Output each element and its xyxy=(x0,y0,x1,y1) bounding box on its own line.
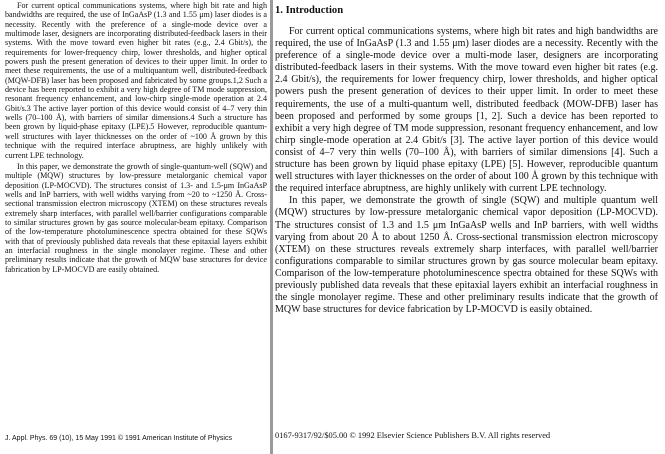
right-paragraph-2: In this paper, we demonstrate the growth of single (SQW) and multiple quantum well (MQW) structures by low-pressure metalorganic chemical vapor deposition (LP-MOCVD). The structures consist of 1.3 and 1.5 μm InGaAsP wells and InP barriers, with well widths varying from about 20 Å to about 1250 Å. Cross-sectional transmission electron microscopy (XTEM) on these structures reveals extremely sharp interfaces, with parallel well/barrier configurations comparable to similar structures grown by gas source molecular beam epitaxy. Comparison of the low-temperature photoluminescence spectra obtained for these SQWs with previously published data reveals that these epitaxial layers exhibit an interfacial roughness in the single monolayer regime. These and other preliminary results indicate that the growth of MQW base structures for device fabrication by LP-MOCVD is easily obtained. xyxy=(275,195,658,316)
right-copyright-footer: 0167-9317/92/$05.00 © 1992 Elsevier Science Publishers B.V. All rights reserved xyxy=(275,431,551,440)
right-page-scan xyxy=(273,0,665,454)
section-heading: 1. Introduction xyxy=(275,5,344,16)
left-journal-footer: J. Appl. Phys. 69 (10), 15 May 1991 © 1991 American Institute of Physics xyxy=(5,435,232,442)
left-text-column xyxy=(5,1,267,442)
right-text-column xyxy=(275,5,658,316)
left-paragraph-2: In this paper, we demonstrate the growth of single-quantum-well (SQW) and multiple (MQW) structures by low-pressure metalorganic chemical vapor deposition (LP-MOCVD). The structures consist of 1.3- and 1.5-μm InGaAsP wells and InP barriers, with well widths varying from ~20 to ~1250 Å. Cross-sectional transmission electron microscopy (XTEM) on these structures reveals extremely sharp interfaces, with parallel well/barrier configurations comparable to similar structures grown by gas source molecular-beam epitaxy. Comparison of the low-temperature photoluminescence spectra obtained for these SQWs with that of previously published data reveals that these epitaxial layers exhibit an interfacial roughness in the single monolayer regime. These and other preliminary results indicate that the growth of MQW base structures for device fabrication by LP-MOCVD are easily obtained. xyxy=(5,161,267,274)
right-paragraph-1: For current optical communications systems, where high bit rates and high bandwidths are required, the use of InGaAsP (1.3 and 1.55 μm) laser diodes are a necessity. Recently with the preference of a single-mode device over a multi-mode laser, designers are incorporating distributed-feedback lasers in their systems. With the move toward even higher bit rates (e.g. 2.4 Gbit/s), the requirements for lower frequency chirp, lower thresholds, and higher optical powers push the present generation of devices to their upper limit. In order to meet these requirements, the use of a multi-quantum well, distributed feedback (MOW-DFB) laser has been proposed and performed by some groups [1, 2]. Such a device has been reported to exhibit a very high degree of TM mode suppression, resonant frequency enhancement, and low chirp single-mode operation at 2.4 Gbit/s [3]. The active layer portion of this device would consist of 4–7 very thin wells (70–100 Å), with barriers of similar dimensions [4]. Such a structure has been grown by liquid phase epitaxy (LPE) [5]. However, reproducible quantum well structures with layer thicknesses on the order of about 100 Å grown by this technique with the required interface abruptness, are highly unlikely with current LPE technology. xyxy=(275,26,658,195)
left-paragraph-1: For current optical communications systems, where high bit rate and high bandwidths are required, the use of InGaAsP (1.3 and 1.55 μm) laser diodes is a necessity. Recently with the preference of a single-mode device over a multimode laser, designers are incorporating distributed-feedback lasers in their systems. With the move toward even higher bit rates (e.g., 2.4 Gbit/s), the requirements for lower-frequency chirp, lower thresholds, and higher optical powers push the present generation of devices to their upper limit. In order to meet these requirements, the use of a multiquantum well, distributed-feedback (MQW-DFB) laser has been proposed and fabricated by some groups.1,2 Such a device has been reported to exhibit a very high degree of TM mode suppression, resonant frequency enhancement, and low-chirp single-mode operation at 2.4 Gbit/s.3 The active layer portion of this device would consist of 4–7 very thin wells (70–100 Å), with barriers of similar dimensions.4 Such a structure has been grown by liquid-phase epitaxy (LPE).5 However, reproducible quantum-well structures with layer thicknesses on the order of ~100 Å grown by this technique with the required interface abruptness, are highly unlikely with current LPE technology. xyxy=(5,1,267,160)
left-page-scan xyxy=(0,0,270,454)
